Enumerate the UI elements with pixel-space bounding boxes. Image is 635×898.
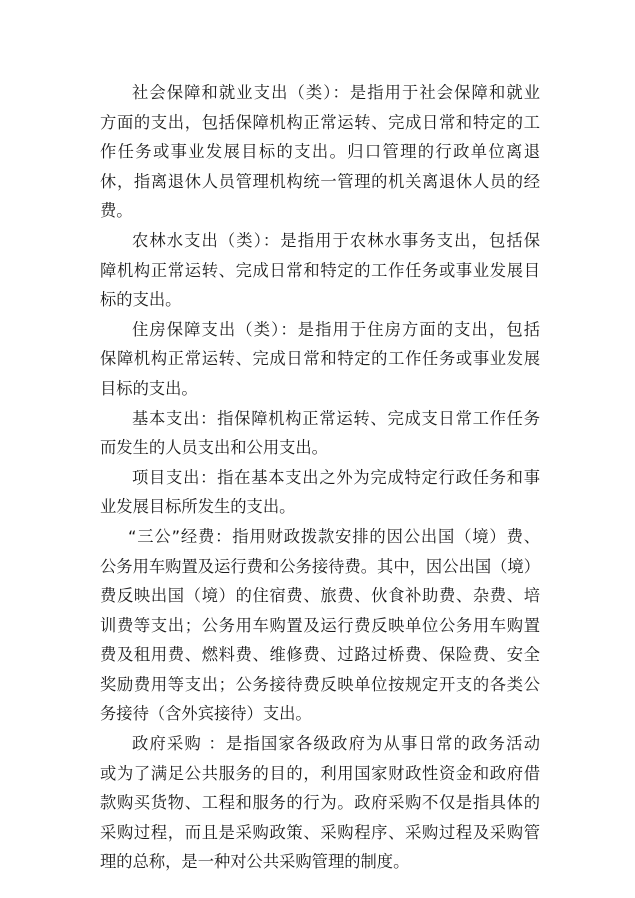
text-line: 标的支出。 xyxy=(100,290,182,310)
text-line: 理的总称，是一种对公共采购管理的制度。 xyxy=(100,852,410,872)
paragraph-social-security xyxy=(100,78,540,226)
text-line: 而发生的人员支出和公用支出。 xyxy=(100,438,328,458)
text-line: “三公”经费：指用财政拨款安排的因公出国（境）费、 xyxy=(128,526,540,546)
text-line: 或为了满足公共服务的目的，利用国家财政性资金和政府借 xyxy=(100,763,540,783)
text-line: 社会保障和就业支出（类）：是指用于社会保障和就业 xyxy=(132,83,540,102)
text-line: 住房保障支出（类）：是指用于住房方面的支出，包括 xyxy=(132,319,540,339)
paragraph-project-expenditure xyxy=(100,463,540,522)
text-line: 业发展目标所发生的支出。 xyxy=(100,497,296,517)
text-line: 农林水支出（类）：是指用于农林水事务支出，包括保 xyxy=(132,230,540,250)
text-line: 方面的支出，包括保障机构正常运转、完成日常和特定的工 xyxy=(100,112,540,132)
text-line: 作任务或事业发展目标的支出。归口管理的行政单位离退 xyxy=(100,142,540,162)
text-line: 基本支出：指保障机构正常运转、完成支日常工作任务 xyxy=(132,408,540,428)
text-line: 款购买货物、工程和服务的行为。政府采购不仅是指具体的 xyxy=(100,793,540,813)
text-line: 障机构正常运转、完成日常和特定的工作任务或事业发展目 xyxy=(100,260,540,280)
text-line: 训费等支出；公务用车购置及运行费反映单位公务用车购置 xyxy=(100,615,540,635)
paragraph-agriculture xyxy=(100,226,540,315)
text-line: 务接待（含外宾接待）支出。 xyxy=(100,704,312,724)
paragraph-housing xyxy=(100,315,540,404)
paragraph-government-procurement xyxy=(100,729,540,877)
text-line: 奖励费用等支出；公务接待费反映单位按规定开支的各类公 xyxy=(100,674,540,694)
text-line: 政府采购 ：是指国家各级政府为从事日常的政务活动 xyxy=(132,734,540,754)
paragraph-three-public-expenses xyxy=(100,522,540,729)
document-body xyxy=(100,78,540,877)
text-line: 采购过程，而且是采购政策、采购程序、采购过程及采购管 xyxy=(100,822,540,842)
text-line: 目标的支出。 xyxy=(100,378,198,398)
text-line: 保障机构正常运转、完成日常和特定的工作任务或事业发展 xyxy=(100,349,540,369)
text-line: 费反映出国（境）的住宿费、旅费、伙食补助费、杂费、培 xyxy=(100,586,540,606)
text-line: 项目支出：指在基本支出之外为完成特定行政任务和事 xyxy=(132,467,540,487)
text-line: 费。 xyxy=(100,201,133,221)
text-line: 休，指离退休人员管理机构统一管理的机关离退休人员的经 xyxy=(100,171,540,191)
paragraph-basic-expenditure xyxy=(100,404,540,463)
text-line: 费及租用费、燃料费、维修费、过路过桥费、保险费、安全 xyxy=(100,645,540,665)
text-line: 公务用车购置及运行费和公务接待费。其中，因公出国（境） xyxy=(100,556,540,576)
